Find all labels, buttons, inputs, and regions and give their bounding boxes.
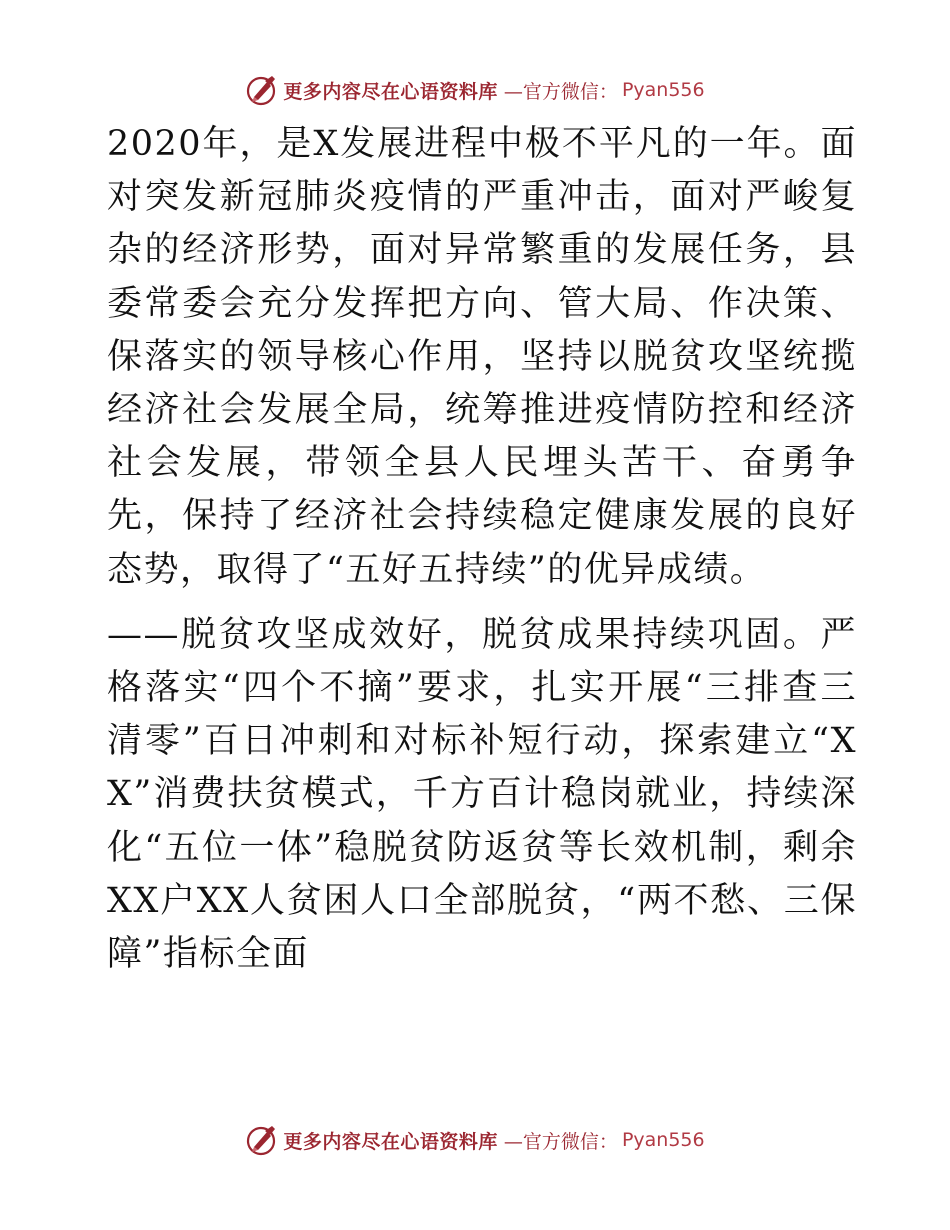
paragraph-intro: 2020年，是X发展进程中极不平凡的一年。面对突发新冠肺炎疫情的严重冲击，面对严峻复杂的经济形势，面对异常繁重的发展任务，县委常委会充分发挥把方向、管大局、作决策、保落实的领导核心作用，坚持以脱贫攻坚统揽经济社会发展全局，统筹推进疫情防控和经济社会发展，带领全县人民埋头苦干、奋勇争先，保持了经济社会持续稳定健康发展的良好态势，取得了“五好五持续”的优异成绩。: [107, 124, 857, 590]
watermark-text: 更多内容尽在心语资料库: [283, 80, 498, 103]
paragraph-poverty-alleviation: ——脱贫攻坚成效好，脱贫成果持续巩固。严格落实“四个不摘”要求，扎实开展“三排查三清零”百日冲刺和对标补短行动，探索建立“XX”消费扶贫模式，千方百计稳岗就业，持续深化“五位一体”稳脱贫防返贫等长效机制，剩余XX户XX人贫困人口全部脱贫，“两不愁、三保障”指标全面: [107, 614, 857, 975]
header-watermark: [0, 70, 950, 110]
watermark-wechat-id: Pyan556: [621, 79, 705, 101]
footer-watermark: [0, 1120, 950, 1160]
watermark-separator: —官方微信：: [503, 1130, 618, 1153]
watermark-separator: —官方微信：: [503, 80, 618, 103]
pen-logo-icon: [245, 73, 279, 107]
watermark-text: 更多内容尽在心语资料库: [283, 1130, 498, 1153]
document-body: [97, 118, 857, 981]
pen-logo-icon: [245, 1123, 279, 1157]
watermark-wechat-id: Pyan556: [621, 1129, 705, 1151]
